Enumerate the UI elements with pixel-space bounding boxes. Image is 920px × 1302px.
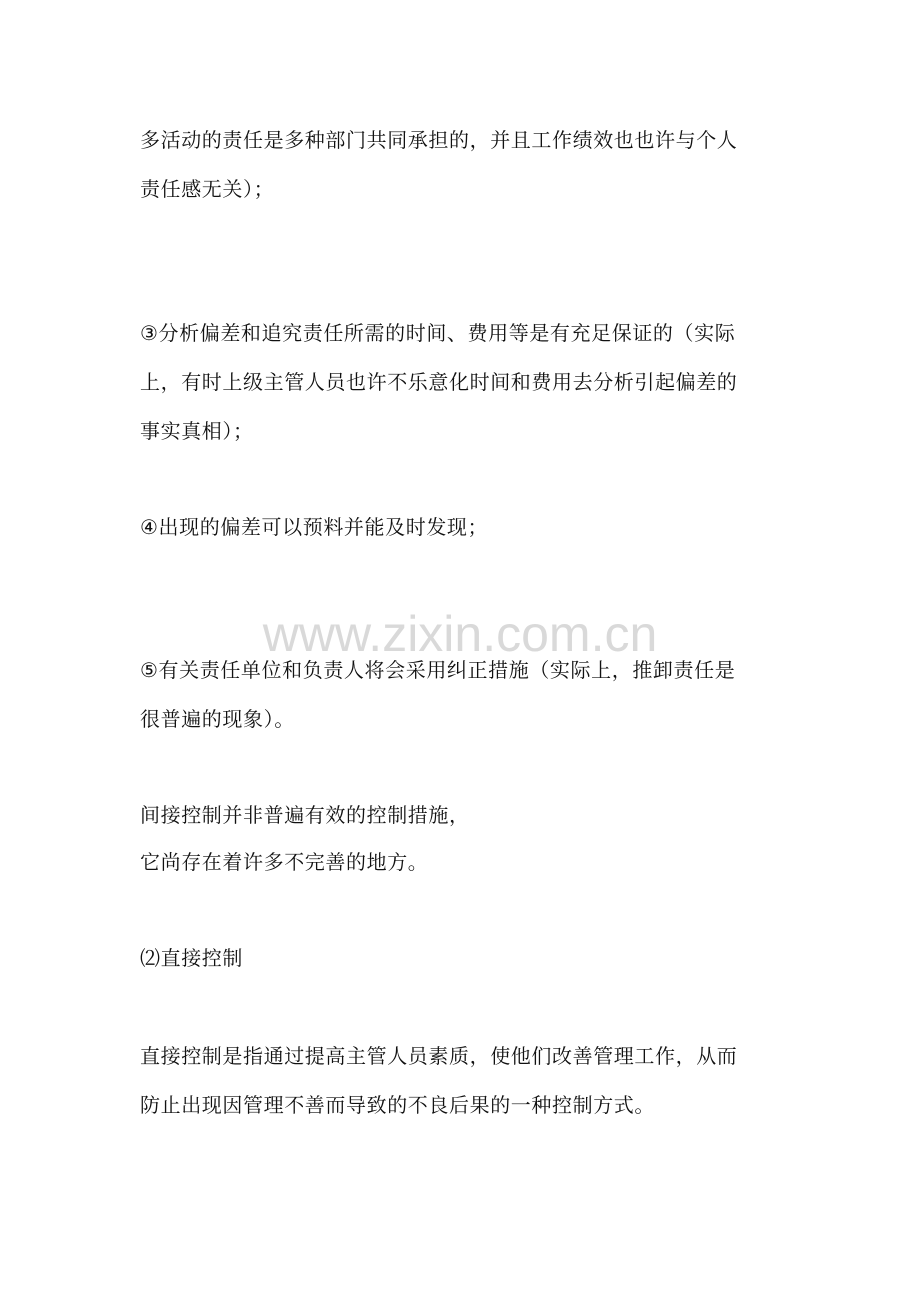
paragraph-line: 事实真相）；	[140, 419, 254, 443]
paragraph-line: 直接控制是指通过提高主管人员素质，使他们改善管理工作，从而	[140, 1044, 738, 1068]
paragraph-line: 责任感无关）；	[140, 177, 275, 201]
watermark: www.zixin.com.cn	[262, 606, 658, 662]
paragraph-line: 间接控制并非普遍有效的控制措施，	[140, 803, 470, 827]
paragraph-line: ④出现的偏差可以预料并能及时发现；	[140, 515, 489, 539]
paragraph-line: 它尚存在着许多不完善的地方。	[140, 850, 429, 874]
paragraph-line: 上，有时上级主管人员也许不乐意化时间和费用去分析引起偏差的	[140, 370, 738, 394]
paragraph-line: 多活动的责任是多种部门共同承担的，并且工作绩效也也许与个人	[140, 128, 738, 152]
paragraph-line: 防止出现因管理不善而导致的不良后果的一种控制方式。	[140, 1093, 655, 1117]
paragraph-line: ③分析偏差和追究责任所需的时间、费用等是有充足保证的（实际	[140, 321, 736, 345]
paragraph-line: 很普遍的现象）。	[140, 707, 295, 731]
paragraph-line: ⑤有关责任单位和负责人将会采用纠正措施（实际上，推卸责任是	[140, 658, 736, 682]
section-heading: ⑵直接控制	[140, 946, 243, 970]
